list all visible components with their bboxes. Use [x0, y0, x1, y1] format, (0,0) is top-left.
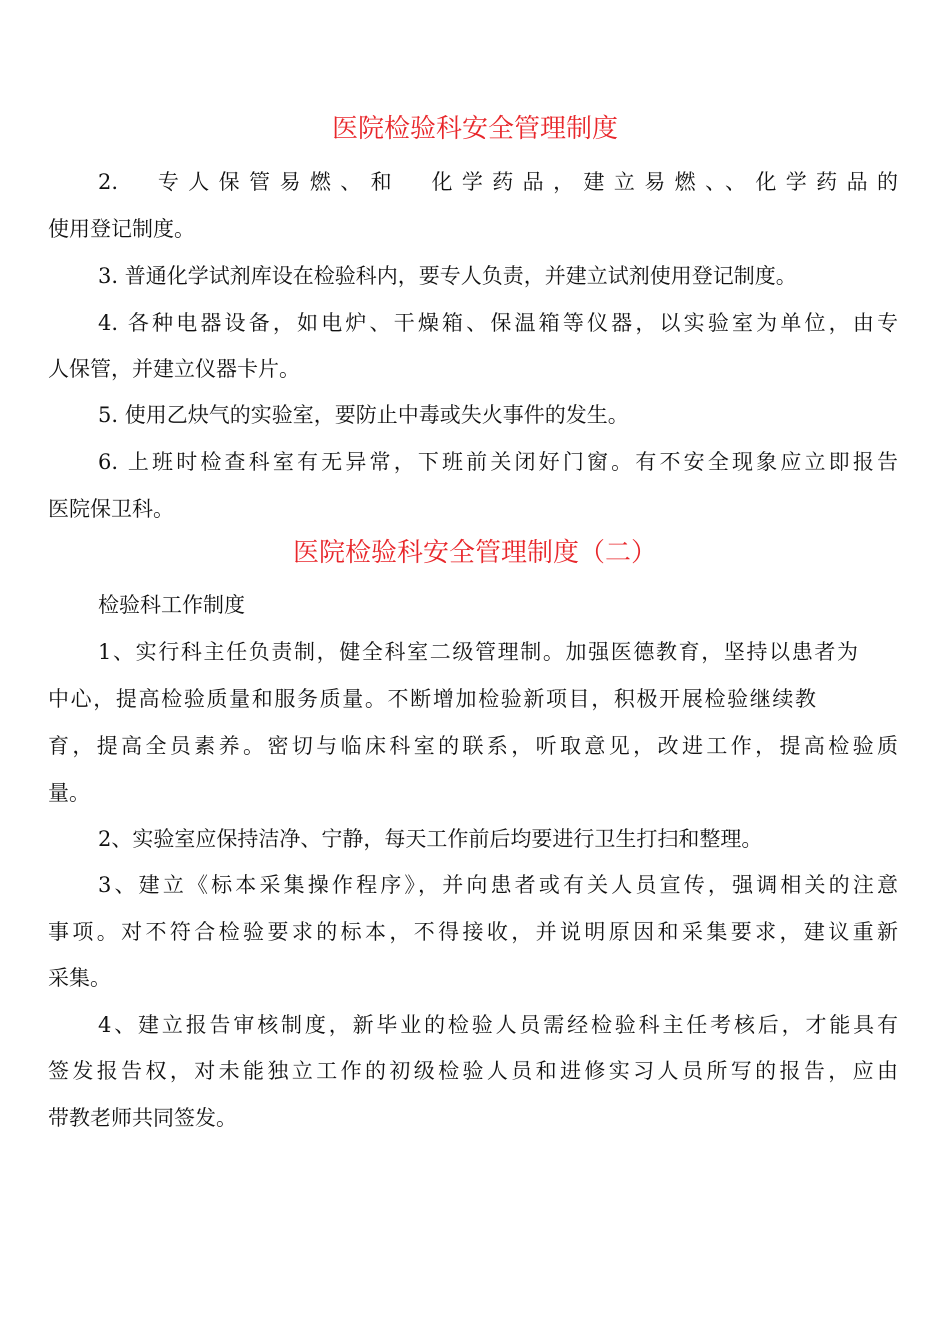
section-title: 医院检验科安全管理制度（二）: [292, 538, 657, 568]
paragraph-line: 3、建立《标本采集操作程序》，并向患者或有关人员宣传，强调相关的注意: [98, 873, 898, 897]
paragraph-line: 带教老师共同签发。: [48, 1106, 237, 1130]
paragraph-line: 6. 上班时检查科室有无异常，下班前关闭好门窗。有不安全现象应立即报告: [98, 450, 898, 474]
paragraph-line: 3. 普通化学试剂库设在检验科内，要专人负责，并建立试剂使用登记制度。: [98, 264, 797, 288]
paragraph-line: 2、实验室应保持洁净、宁静，每天工作前后均要进行卫生打扫和整理。: [98, 827, 763, 851]
paragraph-line: 4、建立报告审核制度，新毕业的检验人员需经检验科主任考核后，才能具有: [98, 1013, 898, 1037]
paragraph-line: 5. 使用乙炔气的实验室，要防止中毒或失火事件的发生。: [98, 403, 629, 427]
section-heading: 检验科工作制度: [98, 593, 245, 617]
paragraph-line: 中心，提高检验质量和服务质量。不断增加检验新项目，积极开展检验继续教: [48, 687, 816, 711]
paragraph-line: 采集。: [48, 966, 111, 990]
paragraph-line: 事项。对不符合检验要求的标本，不得接收，并说明原因和采集要求，建议重新: [48, 920, 898, 944]
paragraph-line: 4. 各种电器设备，如电炉、干燥箱、保温箱等仪器，以实验室为单位，由专: [98, 311, 898, 335]
paragraph-line: 2. 专人保管易燃、和 化学药品，建立易燃、、化学药品的: [98, 170, 898, 194]
paragraph-line: 医院保卫科。: [48, 497, 174, 521]
document-title: 医院检验科安全管理制度: [331, 114, 618, 144]
paragraph-line: 人保管，并建立仪器卡片。: [48, 357, 300, 381]
paragraph-line: 量。: [48, 781, 90, 805]
paragraph-line: 签发报告权，对未能独立工作的初级检验人员和进修实习人员所写的报告，应由: [48, 1059, 898, 1083]
paragraph-line: 使用登记制度。: [48, 217, 195, 241]
paragraph-line: 育，提高全员素养。密切与临床科室的联系，听取意见，改进工作，提高检验质: [48, 734, 898, 758]
paragraph-line: 1、实行科主任负责制，健全科室二级管理制。加强医德教育，坚持以患者为: [98, 640, 858, 664]
